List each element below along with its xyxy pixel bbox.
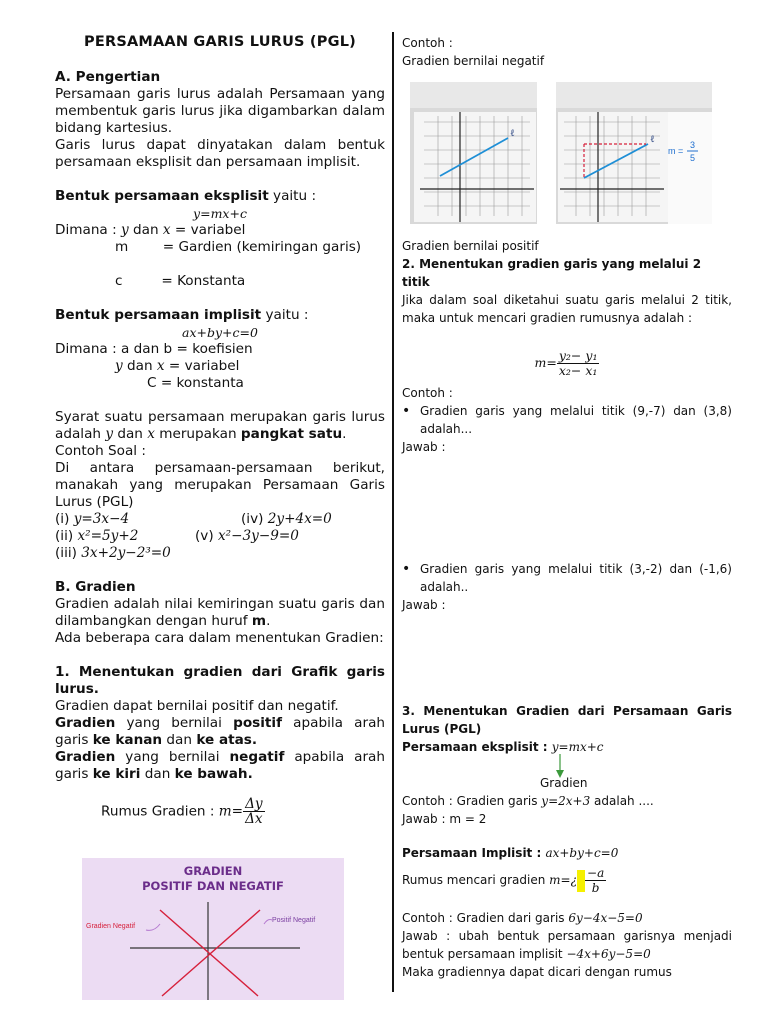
implicit-form-line <box>55 307 385 324</box>
neg-label: Gradien Negatif <box>86 923 136 930</box>
definition-paragraph-2: Garis lurus dapat dinyatakan dalam bentuk persamaan eksplisit dan persamaan implisit. <box>55 137 385 170</box>
pos-arrow-icon <box>264 920 272 925</box>
page-title: PERSAMAAN GARIS LURUS (PGL) <box>84 34 356 50</box>
right-column-lower <box>402 237 732 456</box>
section-b-heading: B. Gradien <box>55 579 136 595</box>
example-heading: Contoh Soal : <box>55 443 146 459</box>
options-row-1: (i) y=3x−4 (iv) 2y+4x=0 <box>55 511 332 527</box>
method-2-heading: 2. Menentukan gradien garis yang melalui 2 titik <box>402 257 702 289</box>
neg-arrow-icon <box>146 924 160 930</box>
graph-1-svg <box>410 82 537 224</box>
positive-line <box>162 910 260 996</box>
positive-gradient-caption: Gradien bernilai positif <box>402 239 539 253</box>
graph-2-svg <box>556 82 712 224</box>
gradient-illustration <box>82 858 344 1000</box>
negative-gradient-caption: Gradien bernilai negatif <box>402 54 545 68</box>
negative-gradient-text: Gradien yang bernilai negatif apabila arah garis ke kiri dan ke bawah. <box>55 749 385 782</box>
gradient-value-intro: Gradien dapat bernilai positif dan negatif. <box>55 698 339 714</box>
implicit-coefficients: Dimana : a dan b = koefisien <box>55 341 253 357</box>
method-2-text: Jika dalam soal diketahui suatu garis melalui 2 titik, maka untuk mencari gradien rumusnya adalah : <box>402 293 732 325</box>
gradient-definition: Gradien adalah nilai kemiringan suatu garis dan dilambangkan dengan huruf m. <box>55 596 385 629</box>
graph-2-m-numerator: 3 <box>690 140 696 150</box>
method-1-heading: 1. Menentukan gradien dari Grafik garis lurus. <box>55 664 385 697</box>
m-definition: m = Gardien (kemiringan garis) <box>115 239 362 255</box>
gradient-formula-line: Rumus Gradien : m= $\frac{\Delta y}{\Delta x}$ <box>101 796 263 827</box>
example-label-1: Contoh : <box>402 36 453 50</box>
gradient-pointer-label: Gradien <box>540 776 588 790</box>
illustration-title: GRADIEN POSITIF DAN NEGATIF <box>142 864 284 893</box>
explicit-form-label: Bentuk persamaan eksplisit <box>55 188 269 204</box>
implicit-formula: ax+by+c=0 <box>182 325 258 340</box>
graph-2-m-label: m = <box>668 146 684 156</box>
implicit-gradient-formula: Rumus mencari gradien m=¿ $\frac{-a}{b}$ <box>402 866 605 895</box>
gradient-methods-intro: Ada beberapa cara dalam menentukan Gradien: <box>55 630 384 646</box>
options-row-2: (ii) x²=5y+2 (v) x²−3y−9=0 <box>55 528 299 544</box>
explicit-variables: Dimana : y dan x = variabel <box>55 222 246 238</box>
explicit-form-line <box>55 188 385 205</box>
implicit-variables: y dan x = variabel <box>115 358 240 374</box>
implicit-form-label: Bentuk persamaan implisit <box>55 307 262 323</box>
answer-label-1: Jawab : <box>402 440 446 454</box>
explicit-form-suffix: yaitu : <box>268 188 317 204</box>
gradient-pointer <box>402 756 732 792</box>
options-row-3: (iii) 3x+2y−2³=0 <box>55 545 171 561</box>
example-question: Di antara persamaan-persamaan berikut, manakah yang merupakan Persamaan Garis Lurus (PGL) <box>55 460 385 510</box>
example-4: Contoh : Gradien dari garis 6y−4x−5=0 <box>402 911 643 925</box>
definition-paragraph-1: Persamaan garis lurus adalah Persamaan yang membentuk garis lurus jika digambarkan dalam bidang kartesius. <box>55 86 385 136</box>
graph-2-m-denominator: 5 <box>690 153 696 163</box>
positive-gradient-text: Gradien yang bernilai positif apabila arah garis ke kanan dan ke atas. <box>55 715 386 748</box>
answer-3: Jawab : m = 2 <box>402 812 487 826</box>
explicit-equation-line: Persamaan eksplisit : y=mx+c <box>402 740 604 754</box>
c-definition: c = Konstanta <box>115 273 246 289</box>
illustration-axes <box>82 858 344 1000</box>
section-a-heading: A. Pengertian <box>55 69 161 85</box>
highlight-mark <box>577 870 585 892</box>
graph-1-line-label: ℓ <box>510 128 515 139</box>
graph-2-line-label: ℓ <box>650 134 655 145</box>
right-column-exercise-2 <box>402 560 732 614</box>
method-3-heading: 3. Menentukan Gradien dari Persamaan Garis Lurus (PGL) <box>402 704 732 736</box>
conclusion-line: Maka gradiennya dapat dicari dengan rumus <box>402 965 672 979</box>
right-column-section-3 <box>402 702 732 981</box>
example-3: Contoh : Gradien garis y=2x+3 adalah .... <box>402 794 654 808</box>
implicit-form-suffix: yaitu : <box>261 307 309 323</box>
column-divider <box>392 32 394 992</box>
implicit-equation-line: Persamaan Implisit : ax+by+c=0 <box>402 846 619 860</box>
example-label-2: Contoh : <box>402 386 453 400</box>
exercise-1: • Gradien garis yang melalui titik (9,-7) dan (3,8) adalah... <box>402 402 732 438</box>
pos-label: Positif Negatif <box>272 917 316 924</box>
exercise-2: • Gradien garis yang melalui titik (3,-2) dan (-1,6) adalah.. <box>402 560 732 596</box>
answer-4: Jawab : ubah bentuk persamaan garisnya menjadi bentuk persamaan implisit −4x+6y−5=0 <box>402 929 732 961</box>
explicit-formula: y=mx+c <box>193 206 247 221</box>
implicit-constant: C = konstanta <box>147 375 244 391</box>
graph-positive-1 <box>410 82 537 224</box>
right-column <box>402 34 732 70</box>
condition-paragraph: Syarat suatu persamaan merupakan garis lurus adalah y dan x merupakan pangkat satu. <box>55 409 385 442</box>
two-point-formula: m= $\frac{\text{y₂− y₁}}{\text{x₂− x₁}}$ <box>534 348 598 378</box>
negative-line <box>160 910 258 996</box>
gradient-fraction: $\frac{\Delta y}{\Delta x}$ <box>245 796 263 827</box>
graph-positive-2 <box>556 82 712 224</box>
left-column <box>55 34 385 826</box>
answer-label-2: Jawab : <box>402 598 446 612</box>
